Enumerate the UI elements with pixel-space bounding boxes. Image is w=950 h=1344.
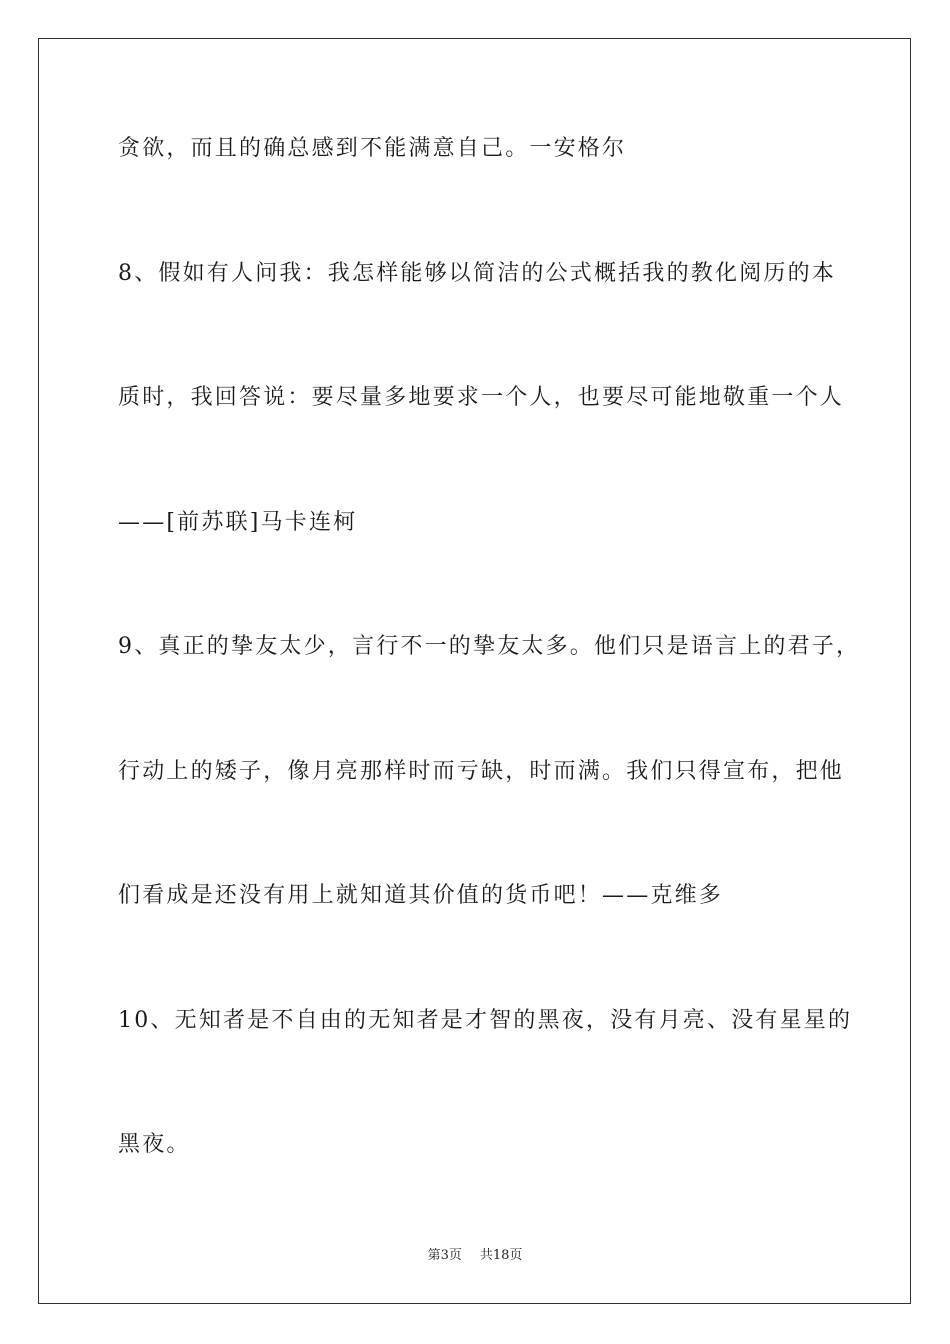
page-footer xyxy=(0,1247,950,1265)
page-number: 第3页 xyxy=(427,1248,462,1263)
text-line: 行动上的矮子，像月亮那样时而亏缺，时而满。我们只得宣布，把他 xyxy=(118,759,845,784)
text-line: 质时，我回答说：要尽量多地要求一个人，也要尽可能地敬重一个人 xyxy=(118,385,845,410)
text-line: 8、假如有人问我：我怎样能够以简洁的公式概括我的教化阅历的本 xyxy=(118,261,836,286)
text-line: 9、真正的挚友太少，言行不一的挚友太多。他们只是语言上的君子， xyxy=(118,634,861,659)
page-border xyxy=(38,38,911,1304)
page-total: 共18页 xyxy=(479,1248,523,1263)
text-line: 黑夜。 xyxy=(118,1132,191,1157)
text-line: ——[前苏联]马卡连柯 xyxy=(118,510,358,535)
text-line: 们看成是还没有用上就知道其价值的货币吧！——克维多 xyxy=(118,883,724,908)
text-line: 贪欲，而且的确总感到不能满意自己。一安格尔 xyxy=(118,136,627,161)
text-line: 10、无知者是不自由的无知者是才智的黑夜，没有月亮、没有星星的 xyxy=(118,1008,853,1033)
